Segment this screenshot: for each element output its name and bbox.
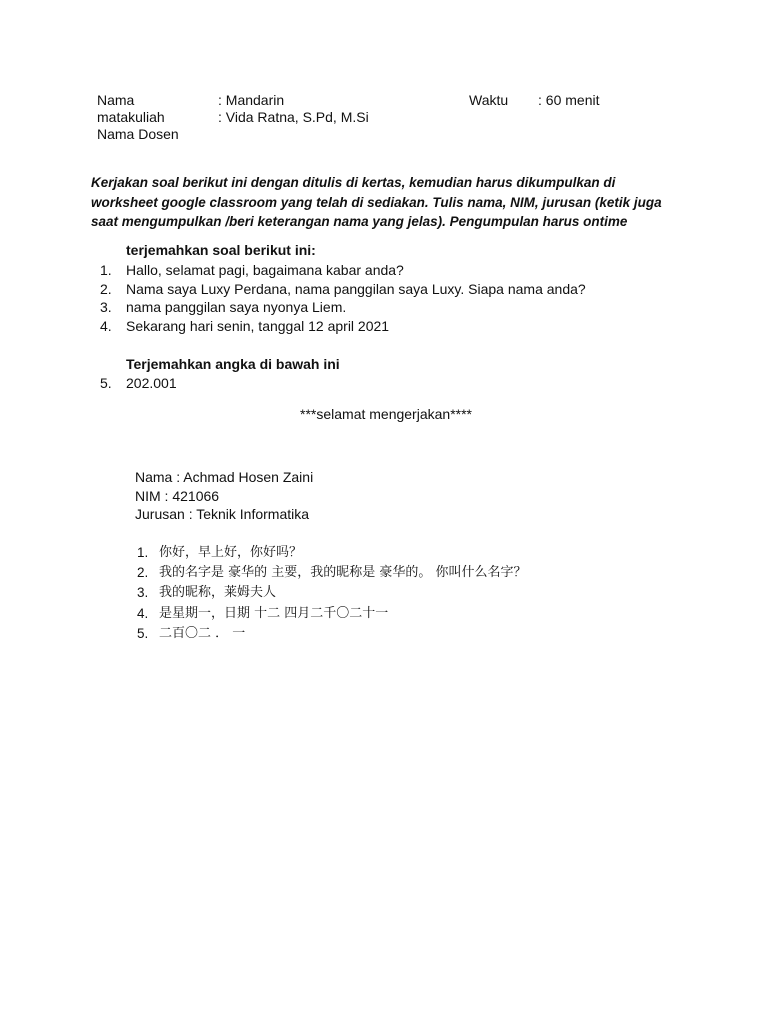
nama-value: : Mandarin <box>218 92 285 108</box>
item-text: Sekarang hari senin, tanggal 12 april 2021 <box>126 318 390 335</box>
answer-number: 5. <box>137 625 149 641</box>
answer-text: 是星期一，日期 十二 四月二千〇二十一 <box>159 605 389 621</box>
closing-text: ***selamat mengerjakan**** <box>300 406 472 422</box>
section2-title: Terjemahkan angka di bawah ini <box>126 356 340 372</box>
answer-number: 1. <box>137 545 149 560</box>
answer-item <box>137 624 527 644</box>
item-number: 4. <box>100 318 112 335</box>
matakuliah-label: matakuliah <box>97 109 165 125</box>
list-item <box>100 317 586 336</box>
answer-text: 二百〇二 ． 一 <box>159 625 246 641</box>
waktu-label: Waktu <box>469 92 509 108</box>
section2-list <box>100 374 177 393</box>
answer-item <box>137 583 527 603</box>
answer-list <box>137 543 527 644</box>
student-name: Nama : Achmad Hosen Zaini <box>135 469 314 485</box>
list-item <box>100 374 177 393</box>
item-number: 3. <box>100 299 112 316</box>
item-text: Nama saya Luxy Perdana, nama panggilan saya Luxy. Siapa nama anda? <box>126 280 586 297</box>
waktu-value: : 60 menit <box>538 92 600 108</box>
answer-number: 3. <box>137 585 149 601</box>
student-jurusan: Jurusan : Teknik Informatika <box>135 506 310 523</box>
answer-number: 4. <box>137 605 149 621</box>
student-info <box>135 468 313 524</box>
answer-text: 我的名字是 豪华的 主要，我的昵称是 豪华的。 你叫什么名字？ <box>159 565 527 581</box>
list-item <box>100 261 586 280</box>
answer-item <box>137 563 527 583</box>
nama-dosen-label: Nama Dosen <box>97 126 179 142</box>
answer-text: 你好，早上好，你好吗？ <box>159 545 303 560</box>
section1-list <box>100 261 586 336</box>
answer-text: 我的昵称，莱姆夫人 <box>159 585 277 601</box>
instruction-line: saat mengumpulkan /beri keterangan nama yang jelas). Pengumpulan harus ontime <box>91 214 628 229</box>
instructions <box>91 173 662 232</box>
list-item <box>100 298 586 317</box>
item-number: 5. <box>100 375 112 391</box>
answer-number: 2. <box>137 565 149 581</box>
nama-label: Nama <box>97 92 135 108</box>
item-number: 2. <box>100 280 112 297</box>
instruction-line: worksheet google classroom yang telah di sediakan. Tulis nama, NIM, jurusan (ketik juga <box>91 194 662 210</box>
dosen-value: : Vida Ratna, S.Pd, M.Si <box>218 109 369 125</box>
item-text: Hallo, selamat pagi, bagaimana kabar anda? <box>126 262 404 278</box>
item-text: nama panggilan saya nyonya Liem. <box>126 299 347 316</box>
answer-item <box>137 604 527 624</box>
student-nim: NIM : 421066 <box>135 487 220 504</box>
item-number: 1. <box>100 262 112 278</box>
section1-title: terjemahkan soal berikut ini: <box>126 242 316 258</box>
answer-item <box>137 543 527 563</box>
list-item <box>100 280 586 299</box>
item-text: 202.001 <box>126 375 177 391</box>
instruction-line: Kerjakan soal berikut ini dengan ditulis di kertas, kemudian harus dikumpulkan di <box>91 175 616 190</box>
